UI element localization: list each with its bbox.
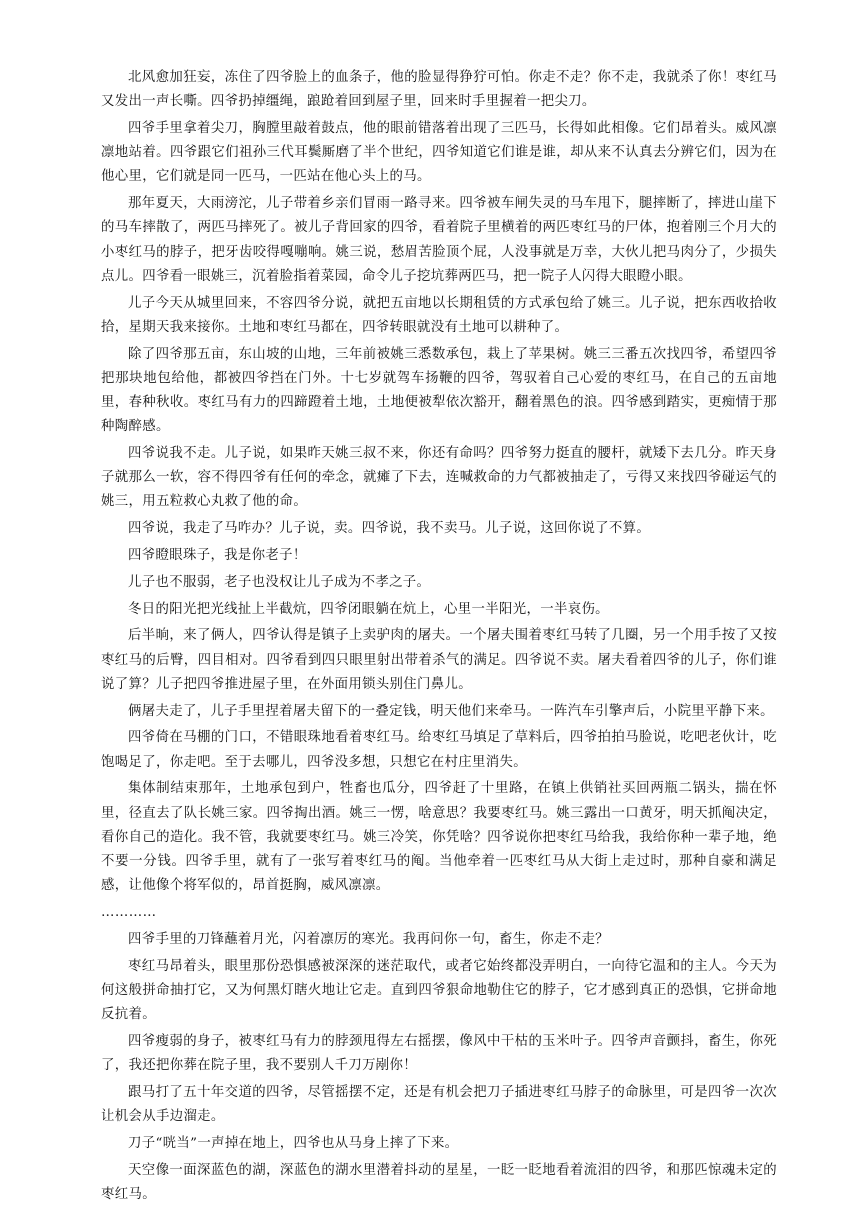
paragraph: 跟马打了五十年交道的四爷，尽管摇摆不定，还是有机会把刀子插进枣红马脖子的命脉里，可是四爷一次次让机会从手边溜走。 <box>101 1084 777 1125</box>
paragraph: 四爷瘦弱的身子，被枣红马有力的脖颈甩得左右摇摆，像风中干枯的玉米叶子。四爷声音颤抖，畜生，你死了，我还把你葬在院子里，我不要别人千刀万剐你！ <box>101 1033 777 1074</box>
paragraph: 枣红马昂着头，眼里那份恐惧感被深深的迷茫取代，或者它始终都没弄明白，一向待它温和的主人。今天为何这般拼命抽打它，又为何黑灯瞎火地让它走。直到四爷狠命地勒住它的脖子，它才感到真正的恐惧，它拼命地反抗着。 <box>101 958 777 1023</box>
story-page <box>101 66 777 1210</box>
paragraph: 四爷瞪眼珠子，我是你老子！ <box>128 548 307 564</box>
paragraph: 儿子也不服弱，老子也没权让儿子成为不孝之子。 <box>128 574 431 590</box>
paragraph: 四爷说，我走了马咋办？儿子说，卖。四爷说，我不卖马。儿子说，这回你说了不算。 <box>128 521 651 537</box>
paragraph: 刀子“咣当”一声掉在地上，四爷也从马身上摔了下来。 <box>128 1135 459 1151</box>
paragraph: 四爷说我不走。儿子说，如果昨天姚三叔不来，你还有命吗？四爷努力挺直的腰杆，就矮下去几分。昨天身子就那么一软，容不得四爷有任何的牵念，就瘫了下去，连喊救命的力气都被抽走了，亏得又来找四爷碰运气的姚三，用五粒救心丸救了他的命。 <box>101 446 777 510</box>
paragraph: 北风愈加狂妄，冻住了四爷脸上的血条子，他的脸显得狰狞可怕。你走不走？你不走，我就杀了你！枣红马又发出一声长嘶。四爷扔掉缰绳，踉跄着回到屋子里，回来时手里握着一把尖刀。 <box>101 70 777 110</box>
paragraph: 冬日的阳光把光线扯上半截炕，四爷闭眼躺在炕上，心里一半阳光，一半哀伤。 <box>128 601 609 617</box>
section-break-ellipsis: ………… <box>101 905 157 921</box>
paragraph: 天空像一面深蓝色的湖，深蓝色的湖水里潜着抖动的星星，一眨一眨地看着流泪的四爷，和那匹惊魂未定的枣红马。 <box>101 1162 777 1202</box>
paragraph: 集体制结束那年，土地承包到户，牲畜也瓜分，四爷赶了十里路，在镇上供销社买回两瓶二锅头，揣在怀里，径直去了队长姚三家。四爷掏出酒。姚三一愣，啥意思？我要枣红马。姚三露出一口黄牙，明天抓阄决定，看你自己的造化。我不管，我就要枣红马。姚三冷笑，你凭啥？四爷说你把枣红马给我，我给你种一辈子地，绝不要一分钱。四爷手里，就有了一张写着枣红马的阄。当他牵着一匹枣红马从大街上走过时，那种自豪和满足感，让他像个将军似的，昂首挺胸，威风凛凛。 <box>101 781 777 894</box>
paragraph: 儿子今天从城里回来，不容四爷分说，就把五亩地以长期租赁的方式承包给了姚三。儿子说，把东西收拾收拾，星期天我来接你。土地和枣红马都在，四爷转眼就没有土地可以耕种了。 <box>101 295 777 335</box>
paragraph: 那年夏天，大雨滂沱，儿子带着乡亲们冒雨一路寻来。四爷被车闸失灵的马车甩下，腿摔断了，摔进山崖下的马车摔散了，两匹马摔死了。被儿子背回家的四爷，看着院子里横着的两匹枣红马的尸体，抱着刚三个月大的小枣红马的脖子，把牙齿咬得嘎嘣响。姚三说，愁眉苦脸顶个屁，人没事就是万幸，大伙儿把马肉分了，少损失点儿。四爷看一眼姚三，沉着脸指着菜园，命令儿子挖坑葬两匹马，把一院子人闪得大眼瞪小眼。 <box>101 196 777 284</box>
paragraph: 四爷倚在马棚的门口，不错眼珠地看着枣红马。给枣红马填足了草料后，四爷拍拍马脸说，吃吧老伙计，吃饱喝足了，你走吧。至于去哪儿，四爷没多想，只想它在村庄里消失。 <box>101 730 777 770</box>
paragraph: 除了四爷那五亩，东山坡的山地，三年前被姚三悉数承包，栽上了苹果树。姚三三番五次找四爷，希望四爷把那块地包给他，都被四爷挡在门外。十七岁就驾车扬鞭的四爷，驾驭着自己心爱的枣红马，在自己的五亩地里，春种秋收。枣红马有力的四蹄蹬着土地，土地便被犁依次豁开，翻着黑色的浪。四爷感到踏实，更痴情于那种陶醉感。 <box>101 346 777 435</box>
paragraph: 俩屠夫走了，儿子手里捏着屠夫留下的一叠定钱，明天他们来牵马。一阵汽车引擎声后，小院里平静下来。 <box>128 703 774 719</box>
paragraph: 四爷手里拿着尖刀，胸膛里敲着鼓点，他的眼前错落着出现了三匹马，长得如此相像。它们昂着头。威风凛凛地站着。四爷跟它们祖孙三代耳鬓厮磨了半个世纪，四爷知道它们谁是谁，却从来不认真去分辨它们，因为在他心里，它们就是同一匹马，一匹站在他心头上的马。 <box>101 121 777 185</box>
paragraph: 四爷手里的刀锋蘸着月光，闪着凛厉的寒光。我再问你一句，畜生，你走不走？ <box>128 931 609 947</box>
paragraph: 后半晌，来了俩人，四爷认得是镇子上卖驴肉的屠夫。一个屠夫围着枣红马转了几圈，另一个用手按了又按枣红马的后臀，四目相对。四爷看到四只眼里射出带着杀气的满足。四爷说不卖。屠夫看着四爷的儿子，你们谁说了算？儿子把四爷推进屋子里，在外面用锁头别住门鼻儿。 <box>101 628 777 692</box>
